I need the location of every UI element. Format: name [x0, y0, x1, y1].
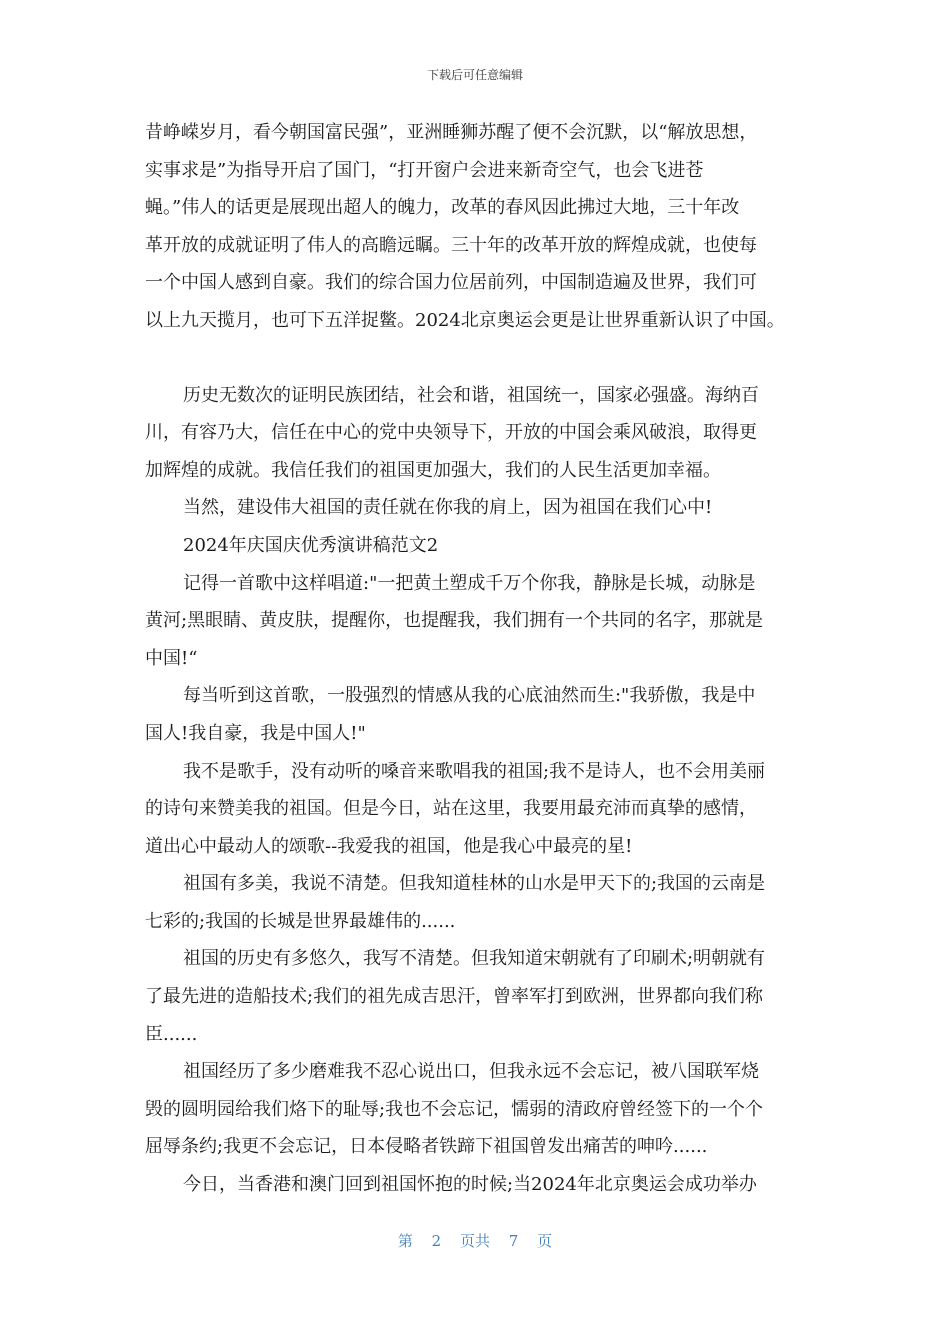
text-line: 今日，当香港和澳门回到祖国怀抱的时候;当2024年北京奥运会成功举办 — [183, 1174, 757, 1196]
text-line: 祖国的历史有多悠久，我写不清楚。但我知道宋朝就有了印刷术;明朝就有 — [183, 948, 766, 970]
text-line: 七彩的;我国的长城是世界最雄伟的...... — [145, 910, 456, 932]
section-title: 2024年庆国庆优秀演讲稿范文2 — [183, 534, 439, 556]
text-line: 以上九天揽月，也可下五洋捉鳖。2024北京奥运会更是让世界重新认识了中国。 — [145, 309, 785, 331]
text-line: 祖国有多美，我说不清楚。但我知道桂林的山水是甲天下的;我国的云南是 — [183, 873, 766, 895]
text-line: 一个中国人感到自豪。我们的综合国力位居前列，中国制造遍及世界，我们可 — [145, 272, 757, 294]
text-line: 了最先进的造船技术;我们的祖先成吉思汗，曾率军打到欧洲，世界都向我们称 — [145, 986, 764, 1008]
text-line: 的诗句来赞美我的祖国。但是今日，站在这里，我要用最充沛而真挚的感情， — [145, 798, 757, 820]
text-line: 昔峥嵘岁月，看今朝国富民强”，亚洲睡狮苏醒了便不会沉默，以“解放思想， — [145, 122, 758, 143]
text-line: 记得一首歌中这样唱道:"一把黄土塑成千万个你我，静脉是长城，动脉是 — [183, 572, 756, 594]
text-line: 加辉煌的成就。我信任我们的祖国更加强大，我们的人民生活更加幸福。 — [145, 459, 721, 481]
text-line: 道出心中最动人的颂歌--我爱我的祖国，他是我心中最亮的星! — [145, 835, 633, 857]
text-line: 历史无数次的证明民族团结，社会和谐，祖国统一，国家必强盛。海纳百 — [183, 384, 759, 406]
text-line: 屈辱条约;我更不会忘记，日本侵略者铁蹄下祖国曾发出痛苦的呻吟...... — [145, 1136, 708, 1158]
paragraph-gap — [145, 340, 815, 377]
text-line: 国人!我自豪，我是中国人!" — [145, 722, 366, 744]
text-line: 黄河;黑眼睛、黄皮肤，提醒你，也提醒我，我们拥有一个共同的名字，那就是 — [145, 610, 764, 632]
text-line: 当然，建设伟大祖国的责任就在你我的肩上，因为祖国在我们心中! — [183, 497, 713, 519]
text-line: 蝇。”伟人的话更是展现出超人的魄力，改革的春风因此拂过大地，三十年改 — [145, 197, 740, 219]
text-line: 臣...... — [145, 1023, 198, 1045]
text-line: 祖国经历了多少磨难我不忍心说出口，但我永远不会忘记，被八国联军烧 — [183, 1061, 759, 1083]
text-line: 我不是歌手，没有动听的嗓音来歌唱我的祖国;我不是诗人，也不会用美丽 — [183, 760, 766, 782]
text-line: 中国!“ — [145, 647, 198, 669]
page-label-suffix: 页 — [537, 1232, 553, 1250]
total-pages-number: 7 — [508, 1232, 519, 1250]
document-body — [145, 114, 815, 1204]
page-label-prefix: 第 — [397, 1232, 413, 1250]
current-page-number: 2 — [431, 1232, 442, 1250]
text-line: 川，有容乃大，信任在中心的党中央领导下，开放的中国会乘风破浪，取得更 — [145, 422, 757, 444]
text-line: 毁的圆明园给我们烙下的耻辱;我也不会忘记，懦弱的清政府曾经签下的一个个 — [145, 1098, 764, 1120]
page-header: 下载后可任意编辑 — [426, 68, 523, 82]
text-line: 每当听到这首歌，一股强烈的情感从我的心底油然而生:"我骄傲，我是中 — [183, 685, 756, 707]
page-footer — [0, 1230, 950, 1251]
page-label-mid: 页共 — [459, 1232, 490, 1250]
text-line: 实事求是”为指导开启了国门，“打开窗户会进来新奇空气，也会飞进苍 — [145, 159, 704, 181]
text-line: 革开放的成就证明了伟人的高瞻远瞩。三十年的改革开放的辉煌成就，也使每 — [145, 234, 757, 256]
